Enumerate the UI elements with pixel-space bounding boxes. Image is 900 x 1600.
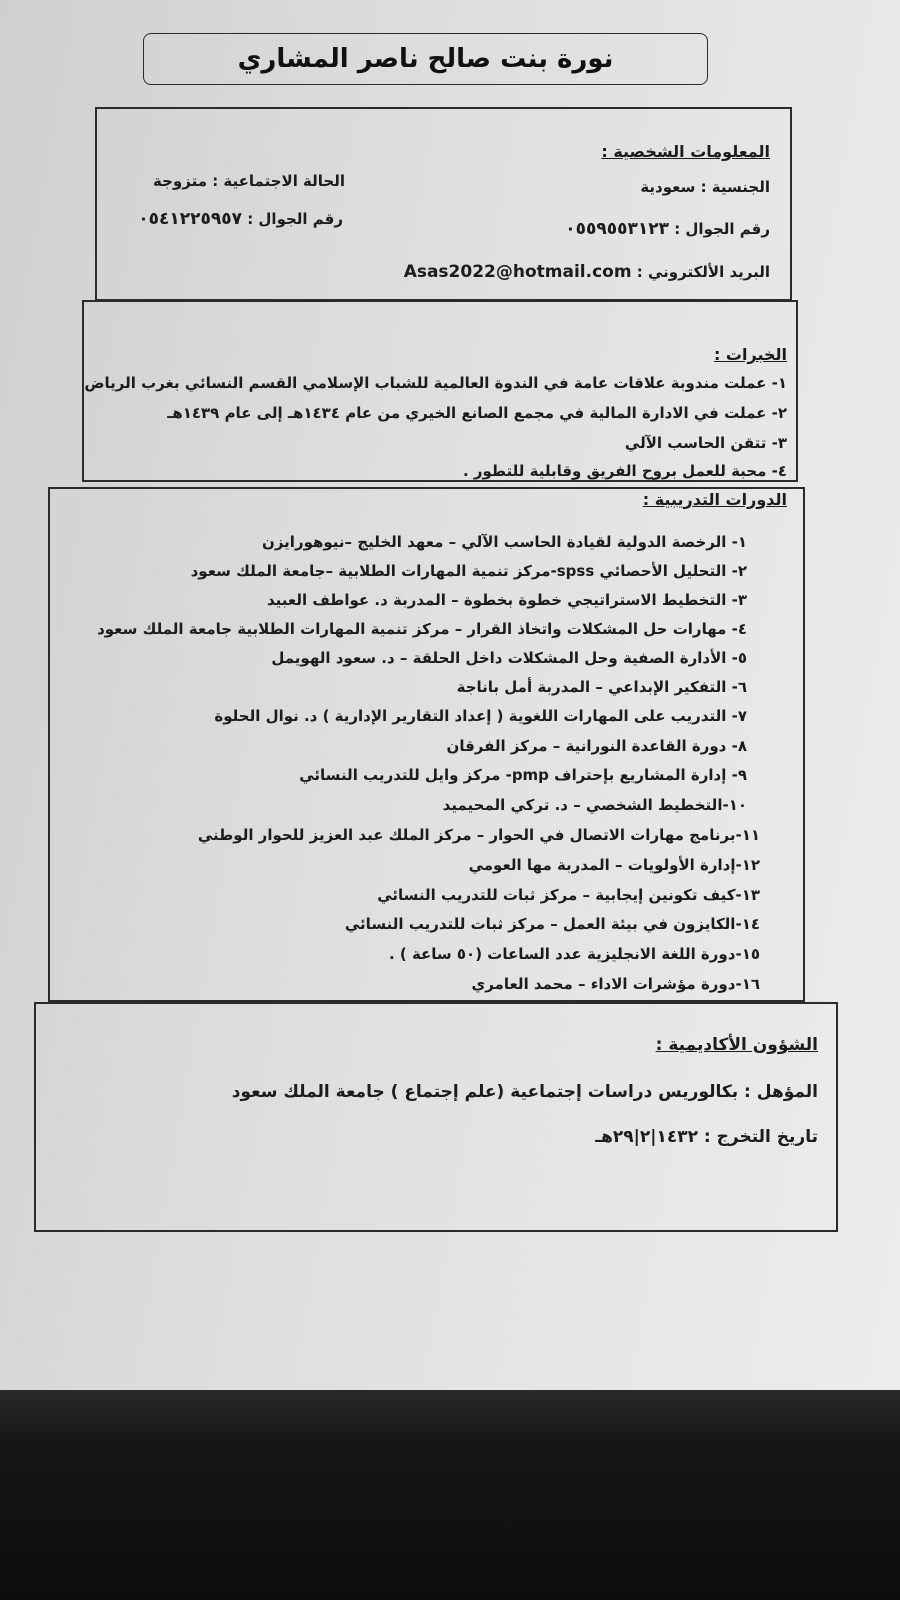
person-name: نورة بنت صالح ناصر المشاري	[237, 44, 614, 74]
course-item: ٤- مهارات حل المشكلات واتخاذ القرار – مركز تنمية المهارات الطلابية جامعة الملك سعود	[97, 620, 747, 638]
mobile1-value: ٠٥٥٩٥٥٣١٢٣	[565, 219, 669, 239]
mobile2-label: رقم الجوال :	[241, 210, 343, 228]
course-item: ٨- دورة القاعدة النورانية – مركز الفرقان	[446, 737, 747, 755]
mobile2-field	[138, 209, 343, 229]
email-field	[404, 262, 770, 282]
personal-info-heading: المعلومات الشخصية :	[601, 142, 770, 161]
mobile1-field	[565, 219, 770, 239]
dark-surface-background	[0, 1390, 900, 1600]
graduation-date-text: تاريخ التخرج : ١٤٣٢|٢|٢٩هـ	[595, 1127, 818, 1147]
course-item: ٧- التدريب على المهارات اللغوية ( إعداد التقارير الإدارية ) د. نوال الحلوة	[214, 707, 747, 725]
academic-heading: الشؤون الأكاديمية :	[655, 1035, 818, 1055]
mobile1-label: رقم الجوال :	[668, 220, 770, 238]
experience-item: ٤- محبة للعمل بروح الفريق وقابلية للتطور .	[462, 462, 787, 480]
experience-item: ٢- عملت في الادارة المالية في مجمع الصانع الخيري من عام ١٤٣٤هـ إلى عام ١٤٣٩هـ	[167, 404, 787, 422]
nationality-text: الجنسية : سعودية	[640, 178, 770, 196]
course-item: ١٣-كيف تكونين إيجابية – مركز ثبات للتدريب النسائي	[377, 886, 760, 904]
course-item: ١٤-الكايزون في بيئة العمل – مركز ثبات للتدريب النسائي	[344, 915, 760, 933]
course-item: ٥- الأدارة الصفية وحل المشكلات داخل الحلقة – د. سعود الهويمل	[271, 649, 747, 667]
mobile2-value: ٠٥٤١٢٢٥٩٥٧	[138, 209, 242, 229]
course-item: ١٥-دورة اللغة الانجليزية عدد الساعات (٥٠ ساعة ) .	[388, 945, 760, 963]
course-item: ١١-برنامج مهارات الاتصال في الحوار – مركز الملك عبد العزيز للحوار الوطني	[197, 826, 760, 844]
experience-item: ٣- تتقن الحاسب الآلي	[624, 434, 787, 452]
course-item: ٦- التفكير الإبداعي – المدربة أمل باناجة	[456, 678, 747, 696]
course-item: ١٦-دورة مؤشرات الاداء – محمد العامري	[471, 975, 760, 993]
courses-heading: الدورات التدريبية :	[642, 490, 787, 509]
experience-heading: الخبرات :	[713, 345, 787, 364]
course-item: ١٢-إدارة الأولويات – المدربة مها العومي	[468, 856, 760, 874]
course-item: ١٠-التخطيط الشخصي – د. تركي المحيميد	[442, 796, 747, 814]
course-item: ١- الرخصة الدولية لقيادة الحاسب الآلي – معهد الخليج –نيوهورايزن	[262, 533, 747, 551]
experience-item: ١- عملت مندوبة علاقات عامة في الندوة العالمية للشباب الإسلامي القسم النسائي بغرب الرياض	[84, 374, 787, 392]
name-title-box	[143, 33, 708, 85]
email-label: البريد الألكتروني :	[631, 263, 770, 281]
course-item: ٩- إدارة المشاريع بإحتراف pmp- مركز وايل للتدريب النسائي	[299, 766, 747, 784]
email-value: Asas2022@hotmail.com	[403, 262, 632, 282]
qualification-text: المؤهل : بكالوريس دراسات إجتماعية (علم إجتماع ) جامعة الملك سعود	[231, 1082, 818, 1102]
course-item: ٣- التخطيط الاستراتيجي خطوة بخطوة – المدربة د. عواطف العبيد	[267, 591, 747, 609]
marital-status-text: الحالة الاجتماعية : متزوجة	[153, 172, 345, 190]
course-item: ٢- التحليل الأحصائي spss-مركز تنمية المهارات الطلابية –جامعة الملك سعود	[190, 562, 747, 580]
